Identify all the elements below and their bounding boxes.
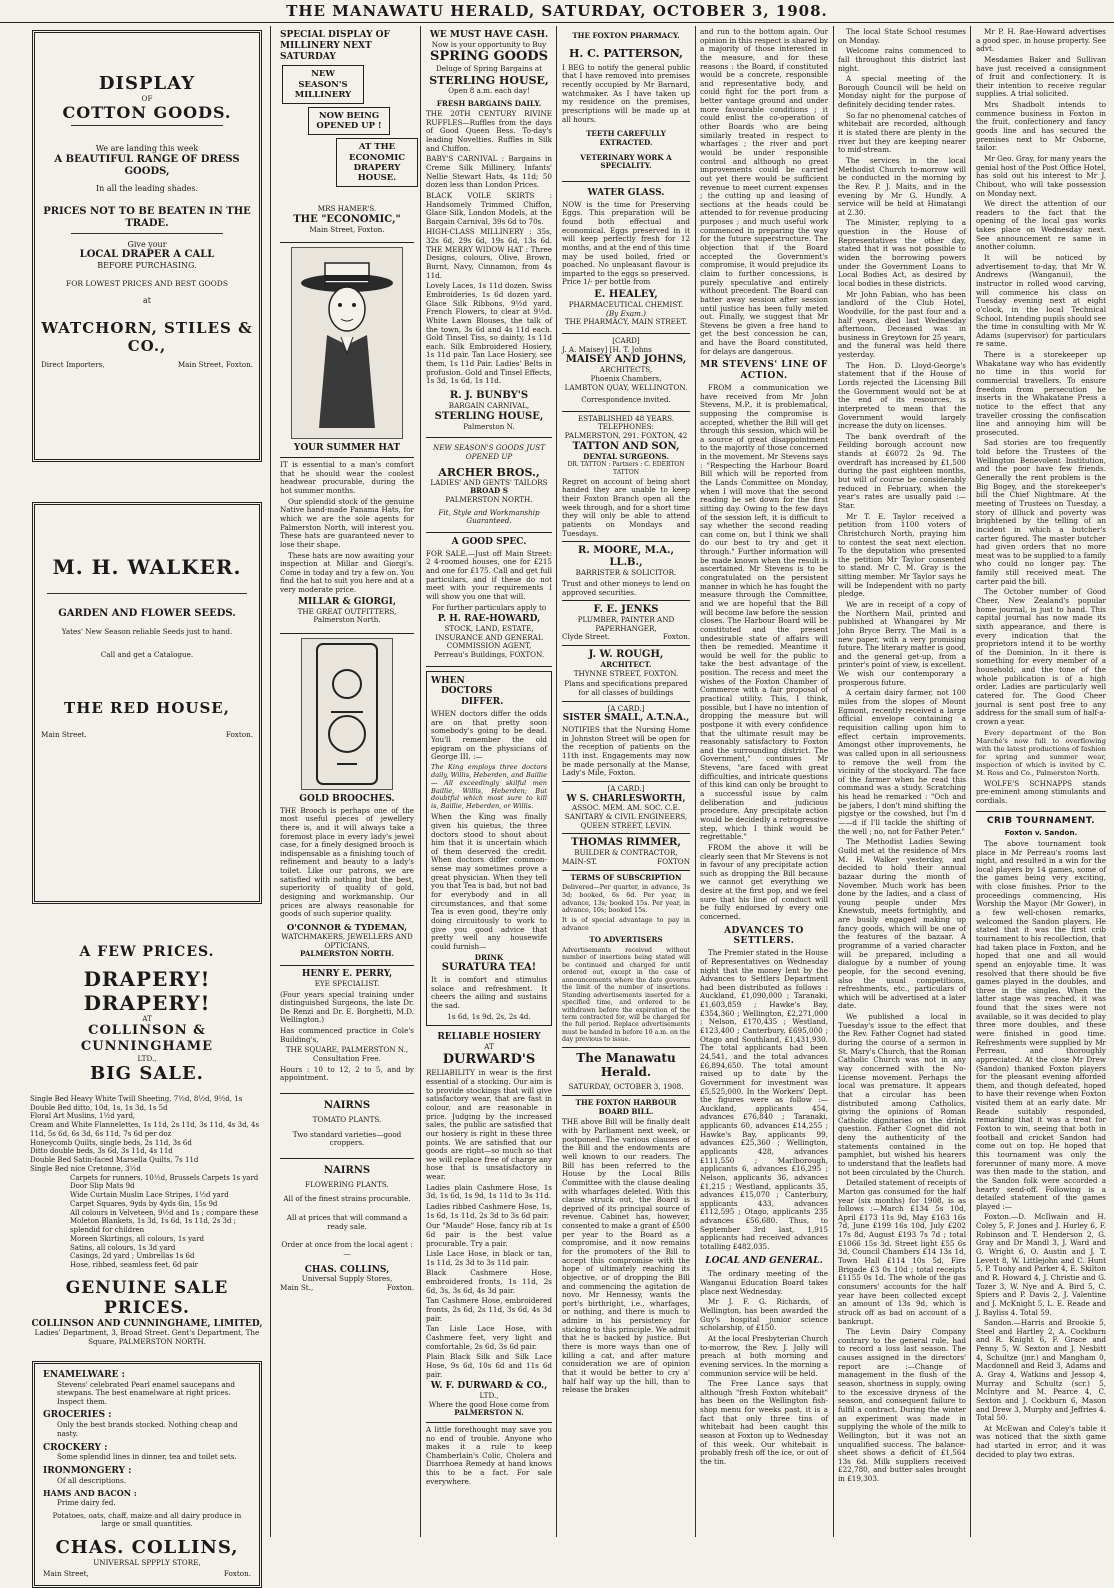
ad-text: NEW SEASON'S GOODS JUST OPENED UP: [432, 443, 545, 461]
article-text: It will be noticed by advertisement to-day, that Mr W. Andrews (Wanganui), the instructor in rolled wood carving, will commence his class on Tuesday evening next at eight o'clock, in the local Technical School. Intending pupils should see the time in consulting with Mr W. Adams (supervisor) for particulars re same.: [976, 253, 1106, 349]
ad-text: FOR LOWEST PRICES AND BEST GOODS: [66, 278, 228, 288]
article-heading: MR STEVENS' LINE OF ACTION.: [700, 360, 828, 382]
column-6: [838, 26, 966, 1531]
panama-hat-illustration: [291, 247, 403, 439]
price-list-item: Floral Art Muslins, 1½d yard,: [30, 1112, 136, 1121]
column-rule: [970, 26, 971, 1537]
ad-text: Foxton.: [662, 632, 690, 642]
ad-firm: NAIRNS: [323, 1099, 371, 1111]
ad-firm: HENRY E. PERRY,: [301, 969, 393, 980]
article-text: Mesdames Baker and Sullivan have just received a consignment of fruit and confectionery. It is their intention to receive regular supplies. A trial solicited.: [976, 54, 1106, 99]
ad-collinson: [30, 944, 264, 1347]
ad-text: BEFORE PURCHASING.: [97, 261, 197, 271]
ad-text: Deluge of Spring Bargains at: [435, 64, 543, 74]
ad-text: The King employs three doctors daily, Willis, Heberden, and Baillie— All exceedingly skilful men Baillie, Willis, Heberden; But doubtful which most sure to kill is, Baillie, Heberden, or Willis.: [431, 762, 547, 811]
ad-firm: MAISEY AND JOHNS,: [565, 354, 687, 366]
article-text: At the local Presbyterian Church to-morrow, the Rev. J. Jolly will preach at both morning and evening services. In the morning a communion service will be held.: [700, 1333, 828, 1378]
column-rule: [833, 26, 834, 1537]
ad-text: VETERINARY WORK A SPECIALITY.: [580, 152, 672, 171]
ad-text: [A CARD.]: [607, 703, 645, 713]
ad-heading: GROCERIES :: [43, 1410, 112, 1421]
ad-text: In all the leading shades.: [95, 184, 199, 194]
ad-text: Phoenix Chambers,: [590, 373, 662, 383]
ad-text: Trust and other moneys to lend on approved securities.: [562, 578, 690, 597]
ad-text: MAIN-ST.: [562, 856, 598, 866]
brooch-icon: [297, 624, 397, 804]
ad-text: Palmerston N.: [463, 421, 515, 431]
ad-text: It is of special advantage to pay in advance: [562, 915, 690, 932]
price-list-item: Door Slip Mats 9d: [70, 1182, 135, 1191]
ad-firm: STERLING HOUSE,: [434, 410, 544, 422]
price-list-item: Moleton Blankets, 1s 3d, 1s 6d, 1s 11d, 2s 3d ; splendid for children: [70, 1217, 237, 1235]
ad-text: Hours : 10 to 12, 2 to 5, and by appointment.: [280, 1064, 414, 1083]
article-subheading: Foxton v. Sandon.: [1004, 828, 1078, 838]
ad-text: LTD.,: [137, 1053, 157, 1063]
man-in-hat-icon: [297, 253, 397, 433]
ad-text: Potatoes, oats, chaff, maize and all dairy produce in large or small quantities.: [52, 1510, 242, 1529]
ad-heading: A GOOD SPEC.: [451, 536, 527, 547]
price-list-item: Double Bed ditto, 10d, 1s, 1s 3d, 1s 5d: [30, 1103, 168, 1112]
ad-heading: SURATURA TEA!: [441, 962, 537, 974]
price-list-item: All colours in Velveteen, 9½d and 1s ; compare these: [70, 1208, 259, 1217]
ad-text: Palmerston North.: [313, 615, 381, 625]
ad-text: PRICES NOT TO BE BEATEN IN THE TRADE.: [43, 205, 251, 229]
column-rule: [420, 26, 421, 1537]
ad-text: PLUMBER, PAINTER AND PAPERHANGER,: [577, 615, 675, 633]
article-text: Sad stories are too frequently told before the Trustees of the Wellington Benevolent Institution, and the poor have few friends. Generally the rent problem is the Big Bogey, and the storekeeper's bill the Chief Nightmare. At the meeting of Trustees on Tuesday, a story of illluck and poverty was brightened by the telling of an incident in which a butcher's carter figured. The master butcher had given orders that no more meat was to be supplied to a family who could no longer pay. The family still received meat. The carter paid the bill.: [976, 438, 1106, 586]
ad-heading: M. H. WALKER.: [52, 555, 242, 579]
ad-text: Black Cashmere Hose, embroidered fronts, 1s 11d, 2s 6d, 3s, 3s 6d, 4s 3d pair.: [426, 1268, 552, 1295]
article-text: Detailed statement of receipts of Marton gas consumed for the half year (six months) for 1908, is as follows :—March £134 5s 10d, April £173 11s 9d, May £163 16s 7d, June £199 16s 10d, July £202 17s 8d, August £193 7s 7d ; total £1066 15s 3d. Street light £55 6s 3d, Council Chambers £14 13s 1d, Town Hall £114 10s 5d, Fire Brigade £3 0s 10d ; total receipts £1155 0s 1d. The whole of the gas consumers' accounts for the half year have been collected except an amount of 13s 9d, which is struck off as bad on account of a bankrupt.: [838, 1178, 966, 1326]
ad-text: BUILDER & CONTRACTOR,: [574, 848, 678, 858]
article-text: At McEwan and Coley's table it was noticed that the sixth game had started in error, and it was decided to play two extras.: [976, 1423, 1106, 1459]
ad-text: Some splendid lines in dinner, tea and toilet sets.: [57, 1452, 237, 1462]
article-text: Mr T. E. Taylor received a petition from 1100 voters of Christchurch North, praying him to contest the seat next election. To the deputation who presented the petition Mr Taylor consented to stand. Mr C. M. Gray is the sitting member. Mr Taylor says he will be Independent with no party pledge.: [838, 511, 966, 599]
price-list-item: Carpet Squares, 9yds by 4yds 6in, 15s 9d: [70, 1199, 218, 1208]
ad-text: Stevens' celebrated Pearl enamel saucepans and stewpans. The best enamelware at right prices. Inspect them.: [57, 1379, 235, 1406]
ad-text: Lovely Laces, 1s 11d dozen. Swiss Embroideries, 1s 6d dozen yard. Glace Silk Ribbons, 9½d yard. French Flowers, to clear at 9½d. White Lawn Blouses, the talk of the town, 3s 6d and 4s 11d each. Gold Tinsel Tiss, so dainty, 1s 11d each. Silk Embroidered Hosiery, 1s 11d pair. Tan Lace Hosiery, see them, 1s 11d Pair. Ladies' Belts in profusion. Gold and Tinsel Effects, 1s 3d, 1s 6d, 1s 11d.: [426, 281, 552, 386]
ad-text: Now is your opportunity to Buy: [431, 39, 547, 49]
ad-text: Open 8 a.m. each day!: [448, 85, 530, 95]
ad-text: Our "Maude" Hose, fancy rib at 1s 6d pair is the best value procurable. Try a pair.: [426, 1221, 552, 1248]
ad-text: WHEN doctors differ the odds are on that pretty soon somebody's going to be dead. You'll remember the old epigram on the physicians of George III. :—: [431, 708, 547, 762]
ad-text: [A CARD.]: [607, 783, 645, 793]
ad-firm: R. MOORE, M.A., LL.B.,: [578, 545, 674, 569]
ad-text: LOCAL DRAPER A CALL: [79, 249, 215, 261]
ad-heading: DIFFER.: [461, 697, 504, 708]
ad-firm: THOMAS RIMMER,: [571, 837, 681, 849]
ad-text: 1s 6d, 1s 9d, 2s, 2s 4d.: [447, 1011, 531, 1021]
ad-heading: DOCTORS: [441, 686, 493, 697]
article-text: The Free Lance says that although "fresh Foxton whitebait" has been on the Wellington fish-shop menu for weeks past, it is a fact that only three tins of whitebait had been caught this season at Foxton up to Wednesday of this week. Our whitebait is probably fresh off the ice, or out of the tin.: [700, 1379, 828, 1466]
article-heading: THE FOXTON HARBOUR BOARD BILL.: [575, 1098, 677, 1116]
ad-text: Only the best brands stocked. Nothing cheap and nasty.: [57, 1420, 238, 1438]
ad-text: Call and get a Catalogue.: [100, 649, 194, 659]
ad-text: Plain Black Silk and Silk Lace Hose, 9s 6d, 10s 6d and 11s 6d pair.: [426, 1352, 552, 1379]
ad-text: SANITARY & CIVIL ENGINEERS,: [564, 812, 688, 822]
ad-text: Fit, Style and Workmanship Guaranteed.: [438, 507, 540, 526]
ad-text: Prime dairy fed.: [57, 1497, 116, 1507]
ad-text: (By Exam.): [606, 308, 646, 318]
ad-heading: RELIABLE HOSIERY: [437, 1032, 541, 1043]
ad-text: Delivered—Per quarter, in advance, 3s 3d; booked, 6s 6d. Per year, in advance, 13s; booked 15s. Per year, in advance, 10s; booked 15s.: [562, 883, 690, 915]
ad-text: Ladies plain Cashmere Hose, 1s 3d, 1s 6d, 1s 9d, 1s 11d to 3s 11d.: [426, 1182, 552, 1201]
ad-heading: HAMS AND BACON :: [43, 1488, 137, 1499]
ad-text: A little forethought may save you no end of trouble. Anyone who makes it a rule to keep Chamberlain's Colic, Cholera and Diarrhoea Remedy at hand knows this to be a fact. For sale everywhere.: [426, 1424, 552, 1486]
ad-firm: H. C. PATTERSON,: [569, 46, 683, 60]
paper-date: SATURDAY, OCTOBER 3, 1908.: [568, 1082, 684, 1092]
ad-doctors: [426, 671, 552, 1027]
ad-text: Main Street,: [43, 1569, 89, 1579]
ad-text: Our splendid stock of the genuine Native hand-made Panama Hats, for which we are the sole agents for Palmerston North, will interest you. These hats are guaranteed never to lose their shape.: [280, 496, 414, 549]
ad-heading: TO ADVERTISERS: [589, 935, 663, 945]
ad-collins: [32, 1361, 262, 1588]
ad-heading: CROCKERY :: [43, 1442, 108, 1453]
ad-text: FRESH BARGAINS DAILY.: [436, 98, 542, 108]
ad-text: (Four years special training under distinguished Surgeons, the late Dr. De Renzi and Dr. E. Borghetti, M.D. Wellington.): [280, 989, 414, 1025]
article-text: The above tournament took place in Mr Perreau's rooms last night, and resulted in a win for the local players by 14 games, some of the games being very exciting, with close finishes. Prior to the proceedings commencing, His Worship the Mayor (Mr Gower), in a few well-chosen remarks, welcomed the Sandon players. He stated that it was the first crib tournament to his recollection, that had taken place in Foxton, and he hoped that one and all would spend an enjoyable time. It was resolved that there should be five games played in the doubles, and three in the singles. When the latter stage was reached, it was found that the sixes were not available, so it was decided to play three more doubles, and these were finished in good time. Refreshments were supplied by Mr Perreau, and thoroughly appreciated. At the close Mr Drew (Sandon) thanked Foxton players for the pleasant evening afforded them, and though defeated, hoped to have their revenge when Foxton visited them at an early date. Mr Reade suitably responded, remarking that it was a treat for Foxton to win, seeing that both in football and cricket Sandon had come out on top. He hoped that this tournament was only the forerunner of many more. A move was then made to the station, and the Sandon folk were accorded a hearty send-off. Following is a detailed statement of the games played :—: [976, 838, 1106, 1211]
ad-text: PALMERSTON NORTH.: [299, 949, 395, 959]
ad-text: DRINK: [474, 952, 504, 962]
ad-heading: DRAPERY! DRAPERY!: [83, 966, 211, 1015]
article-text: The October number of Good Cheer, New Zealand's popular home journal, is just to hand. This capital journal has now made its sixth appearance, and there is every indication that the proprietors intend it to be worthy of the Dominion. In it there is something for every member of a household, and the tone of the whole publication is of a high order. Ladies are particularly well catered for. The Good Cheer journal is sent post free to any address for the small sum of half-a-crown a year.: [976, 587, 1106, 726]
ad-text: WATCHMAKERS, JEWELLERS AND OPTICIANS,: [281, 932, 413, 950]
ad-text: AT: [484, 1042, 494, 1052]
ad-heading: GENUINE SALE PRICES.: [65, 1277, 229, 1319]
ad-firm: ARCHER BROS.,: [438, 465, 540, 479]
article-text: The Levin Dairy Company contrary to the general rule, had to record a loss last season. The causes assigned in the directors' report are :—Change of management in the flush of the season, shortness in supply, owing to the excessive dryness of the season, and consequent failure to fulfil a contract. During the winter an experiment was made in supplying the whole of the milk to Wellington, but it was not an unqualified success. The balance-sheet shows a deficit of £1,564 13s 6d. Milk suppliers received £22,780, and butter sales brought in £19,303.: [838, 1327, 966, 1484]
ad-text: THE Brooch is perhaps one of the most useful pieces of jewellery there is, and it will always take a foremost place in every lady's jewel case, for a finely designed brooch is indispensable as a finishing touch of refinement and beauty to a lady's toilet. Like our patrons, we are satisfied with nothing but the best, superiority of quality of gold, designing and workmanship. Our prices are always reasonable for goods of such superior quality.: [280, 805, 414, 919]
ad-text: Plans and specifications prepared for all classes of buildings: [564, 679, 688, 698]
article-text: We direct the attention of our readers to the fact that the opening of the local gas works takes place on Wednesday next. See announcement re same in another column.: [976, 199, 1106, 252]
price-list-item: Wide Curtain Muslin Lace Stripes, 1½d yard: [70, 1191, 229, 1200]
ad-firm: W S. CHARLESWORTH,: [566, 793, 686, 804]
ad-text: IT is essential to a man's comfort that he should wear the coolest headwear procurable, during the hot summer months.: [280, 460, 414, 496]
masthead: THE MANAWATU HERALD, SATURDAY, OCTOBER 3, 1908.: [0, 0, 1114, 23]
ad-text: ESTABLISHED 48 YEARS.: [577, 413, 675, 423]
ad-text: THE PHARMACY, MAIN STREET.: [564, 317, 688, 327]
price-list-item: Ditto double beds, 3s 6d, 3s 11d, 4s 11d: [30, 1147, 173, 1156]
price-list-item: Casings, 2d yard ; Umbrellas 1s 6d: [70, 1252, 195, 1261]
article-text: There is a storekeeper up Whakatane way who has evidently no time in this world for commercial travellers. To ensure freedom from persecution he inserts in the Whakatane Press a notice to the effect that any traveller crossing the confiscation line and annoying him will be prosecuted.: [976, 350, 1106, 437]
ad-firm: O'CONNOR & TYDEMAN,: [286, 922, 408, 933]
ad-firm: W. F. DURWARD & CO.,: [430, 1381, 548, 1392]
article-text: Mr Geo. Gray, for many years the genial host of the Post Office Hotel, has sold out his interest to Mr J. Chibout, who will take possession on Monday next.: [976, 153, 1106, 198]
article-text: Mr J. F. G. Richards, of Wellington, has been awarded the Guy's hospital junior science scholarship, of £150.: [700, 1297, 828, 1333]
price-list-item: Satins, all colours, 1s 3d yard: [70, 1243, 176, 1252]
ad-text: ARCHITECTS,: [599, 365, 653, 375]
ad-text: Foxton.: [223, 1569, 251, 1579]
price-list-item: Hose, ribbed, seamless feet, 6d pair: [70, 1261, 198, 1270]
ad-text: TELEPHONES:: [598, 422, 654, 432]
ad-text: Foxton.: [225, 730, 253, 740]
article-text: Every department of the Bon Marché's now full to overflowing with the latest productions of fashion for spring and summer wear, inspection of which is invited by C. M. Ross and Co., Palmerston North.: [976, 728, 1106, 778]
ad-text: QUEEN STREET, LEVIN.: [580, 820, 672, 830]
ad-heading: IRONMONGERY :: [43, 1465, 132, 1476]
ad-heading: A FEW PRICES.: [79, 944, 215, 960]
ad-walker: [32, 502, 262, 904]
column-rule: [695, 26, 696, 1537]
article-text: FROM a communication we have received from Mr John Stevens, M.P., it is problematical, supposing the compromise is accepted, whether the Bill will get through this session, which will be a source of great disappointment to the majority of those concerned in the movement. Mr Stevens says : "Respecting the Harbour Board Bill which will be reported from the Lands Committee on Monday, when I will move that the second reading be set down for the first sitting day. Owing to the few days of the session left, it is difficult to say whether the second reading can come on, but I think we shall do our best to try and get it through." Further information will be made known when the result is ascertained. Mr Stevens is to be congratulated on the persistent manner in which he has fought the measure through the Committee, and we are hopeful that the Bill will become law before the session closes. The Harbour Board will be constituted and the present undesirable state of affairs will then be remedied. Meantime it would be well for the public to take the best advantage of the position. The recess and meet the wishes of the Foxton Chamber of Commerce with a fair proposal of practical utility. This, I think, possible, but I have no intention of dropping the measure but will postpone it with every confidence that the ultimate result may be reasonably satisfactory to Foxton and the surrounding district. The Government," continues Mr Stevens, "are faced with great difficulties, and intricate questions of this kind can only be brought to a successful issue by calm deliberation and judicious procedure. Any precipitate action would be decidedly a retrogressive step, which I think would be regrettable.": [700, 382, 828, 842]
ad-text: OF: [141, 93, 153, 103]
ad-text: When the King was finally given his quietus, the three doctors stood to shout about him that it is uncertain which of them deserved the credit. When doctors differ common-sense may sometimes prove a great physician. When they tell you that Tea is bad, but not bad for everybody and in all circumstances, and that some Tea is even good, they're only doing circuitously to work to give you good advice that pretty well any housewife could furnish—: [431, 812, 547, 951]
ad-text: ARCHITECT.: [600, 660, 652, 670]
ad-heading: STERLING HOUSE,: [429, 73, 549, 87]
ad-text: HIGH-CLASS MILLINERY : 35s, 32s 6d, 29s 6d, 19s 6d, 13s 6d. THE MERRY WIDOW HAT : Three Designs, colours, Olive, Brown, Burnt, Navy, Cinnamon, from 4s 11d.: [426, 227, 552, 280]
ad-text: Main St.,: [280, 1283, 314, 1293]
ad-text: We are landing this week: [95, 144, 199, 154]
ad-heading: COLLINSON & CUNNINGHAME: [80, 1023, 214, 1055]
article-heading: LOCAL AND GENERAL.: [705, 1255, 823, 1266]
ad-text: All of the finest strains procurable.: [283, 1194, 411, 1204]
price-list-item: Double Bed Satin-faced Marsella Quilts, 7s 11d: [30, 1156, 199, 1165]
ad-text: Lisle Lace Hose, in black or tan, 1s 11d, 2s 3d to 3s 11d pair.: [426, 1249, 552, 1267]
article-text: Mr John Fabian, who has been landlord of the Club Hotel, Woodville, for the past four and a half years, died last Wednesday afternoon. Deceased was in business in Greytown for 25 years, and the funeral was held there yesterday.: [838, 289, 966, 360]
ad-text: Main Street, Foxton.: [309, 224, 385, 234]
ad-text: J. A. Maisey] [H. T. Johns: [562, 344, 652, 354]
ad-text: Main Street.: [41, 730, 87, 740]
ad-firm: THE "ECONOMIC,": [293, 213, 401, 225]
article-text: So far no phenomenal catches of whitebait are recorded, although it is stated there are plenty in the river but they are keeping nearer to mid-stream.: [838, 110, 966, 155]
ad-box: AT THE ECONOMIC DRAPERY HOUSE.: [336, 138, 418, 187]
ad-text: Perreau's Buildings, FOXTON.: [433, 649, 545, 659]
ad-firm: COLLINSON AND CUNNINGHAME, LIMITED,: [31, 1318, 263, 1329]
ad-firm: CHAS. COLLINS,: [55, 1536, 239, 1558]
ad-text: PALMERSTON NORTH.: [445, 495, 533, 505]
ad-firm: NAIRNS: [323, 1164, 371, 1176]
ad-text: MRS HAMER'S.: [317, 204, 377, 214]
ad-text: Correspondence invited.: [581, 395, 671, 405]
ad-heading: SPECIAL DISPLAY OF MILLINERY NEXT SATURDAY: [280, 30, 390, 62]
ad-text: THE GREAT OUTFITTERS,: [297, 606, 397, 616]
article-text: Mrs Shadbolt intends to commence business in Foxton in the fruit, confectionery and fancy goods line and has secured the premises next to Mr Osborne, tailor.: [976, 100, 1106, 153]
column-4: [562, 26, 690, 1531]
article-text: The bank overdraft of the Feilding borough account now stands at £6072 2s 9d. The overdraft has increased by £1,500 during the past eighteen months, but will of course be considerably reduced in February, when the year's rates are usually paid :—Star.: [838, 431, 966, 510]
ad-firm: SISTER SMALL, A.T.N.A.,: [562, 713, 690, 724]
ad-box: NEW SEASON'S MILLINERY: [282, 65, 364, 104]
ad-text: Where the good Hose come from: [428, 1399, 550, 1409]
price-list-item: Single Bed nice Cretonne, 3½d: [30, 1164, 141, 1173]
ad-heading: TERMS OF SUBSCRIPTION: [570, 872, 682, 882]
article-text: A certain dairy farmer, not 100 miles from the slopes of Mount Egmont, recently received a large official envelope containing a requisition calling upon him to effect certain improvements. Amongst other improvements, he was called upon in all seriousness to remove the well from the vicinity of the stockyard. The face of the farmer when he read this command was a study. Scratching his head he remarked : "Och and be jabers, I don't mind shifting the pigstye or the cowshed, but I'm d——d if I'll tackle the shifting of the well ; no, not for Father Peter.": [838, 688, 966, 836]
article-heading: CRIB TOURNAMENT.: [986, 816, 1096, 827]
ad-text: PALMERSTON N.: [454, 1408, 524, 1418]
ad-text: THE SQUARE, PALMERSTON N., Consultation Free.: [285, 1045, 409, 1063]
ad-text: Advertisements received without number of insertions being stated will be continued and charged for until ordered out, except in the case of announcements where the date governs the limit of the number of insertions. Standing advertisements inserted for a specified time, and ordered to be withdrawn before the expiration of the term contracted for, will be charged for the full period. Replace advertisements must be handed in before 10 a.m. on the day previous to issue.: [562, 947, 690, 1044]
ad-text: Yates' New Season reliable Seeds just to hand.: [61, 627, 233, 636]
ad-text: BLACK VOILE SKIRTS : Handsomely Trimmed Chiffon, Glace Silk, London Models, at the Bargain Carnival, 39s 6d to 70s.: [426, 190, 552, 226]
ad-text: ASSOC. MEM. AM. SOC. C.E.: [572, 803, 680, 813]
ad-heading: DURWARD'S: [442, 1051, 536, 1067]
ad-text: For further particulars apply to: [431, 602, 547, 612]
ad-text: FOXTON: [657, 856, 690, 866]
price-list-item: Cream and White Flannelettes, 1s 11d, 2s 11d, 3s 11d, 4s 3d, 4s 11d, 5s 6d, 6s 3d, 6s 11d, 7s 6d per doz: [30, 1121, 260, 1138]
ad-heading: YOUR SUMMER HAT: [293, 443, 401, 454]
article-text: WOLFE'S SCHNAPPS stands pre-eminent among stimulants and cordials.: [976, 778, 1106, 805]
ad-firm: P. H. RAE-HOWARD,: [437, 614, 541, 625]
ad-text: Regret on account of being short handed they are unable to keep their Foxton Branch open all the week through, and for a short time they will only be able to attend patients on Mondays and Tuesdays.: [562, 476, 690, 538]
ad-text: FLOWERING PLANTS.: [305, 1179, 389, 1189]
ad-text: These hats are now awaiting your inspection at Millar and Giorgi's. Come in today and try a few on. You find the hat to suit you here and at a very moderate price.: [280, 550, 414, 595]
ad-text: Direct Importers,: [41, 360, 105, 370]
article-text: We are in receipt of a copy of the Northern Mail, printed and published at Whangarei by Mr John Bryce Berry. The Mail is a new paper, with a very promising future. The literary matter is good, and the general get-up, from a printer's point of view, is excellent. We wish our contemporary a prosperous future.: [838, 600, 966, 687]
article-heading: ADVANCES TO SETTLERS.: [724, 925, 804, 947]
ad-text: PALMERSTON, 291. FOXTON, 42: [564, 431, 688, 441]
ad-text: Universal Supply Stores,: [301, 1274, 393, 1284]
article-text: Mr P. H. Rae-Howard advertises a good spec. in house property. See advt.: [976, 27, 1106, 54]
ad-text: TOMATO PLANTS.: [312, 1114, 382, 1124]
article-text: The Premier stated in the House of Representatives on Wednesday night that the money lent by the Advances to Settlers Department had been distributed as follows : Auckland, £1,090,000 ; Taranaki, £1,603,859 ; Hawke's Bay, £354,360 ; Wellington, £2,271,000 ; Nelson, £170,435 ; Westland, £123,400 ; Canterbury, £695,000 ; Otago and Southland, £1,431,930. The total applicants had been 24,541, and the total advances £6,894,650. The total amount raised up to date by the Government for investment was £5,525,000. In the Workers' Dept. the figures were as follow :—Auckland, applicants 454, advances £76,840 ; Taranaki, applicants 60, advances £14,255 ; Hawke's Bay, applicants 99, advances £25,360 ; Wellington, applicants 428, advances £111,550 ; Marlborough, applicants 6, advances £16,295 ; Nelson, applicants 36, advances £1,215 ; Westland, applicants 35, advances £15,070 ; Canterbury, applicants 433, advances £112,595 ; Otago, applicants 235 advances £56,680. Thus, to September 3rd last, 1,915 applicants had received advances totalling £482,035.: [700, 948, 828, 1252]
ad-heading: WE MUST HAVE CASH.: [429, 30, 549, 40]
article-text: The Methodist Ladies Sewing Guild met at the residence of Mrs M. H. Walker yesterday, and decided to hold their annual bazaar during the month of November. Much work has been done by the ladies, and a class of young people under Mrs Knewstub, meets fortnightly, and are busily engaged making up fancy goods, which will be one of the features of the bazaar. A programme of a varied character will be prepared, including a dialogue by a number of young people, for the second evening, also the usual competitions, refreshments, etc., particulars of which will be advertised at a later date.: [838, 837, 966, 1011]
ad-text: at: [143, 295, 151, 305]
paper-title: The Manawatu Herald.: [576, 1050, 676, 1080]
column-rule: [556, 26, 557, 1537]
ad-firm: R. J. BUNBY'S: [449, 390, 529, 401]
article-text: Welcome rains commenced to fall throughout this district last night.: [838, 46, 966, 73]
ad-text: Give your: [127, 239, 167, 249]
ad-text: Of all descriptions.: [57, 1475, 127, 1485]
ad-archer: [426, 444, 552, 526]
article-text: THE above Bill will be finally dealt with by Parliament next week, or postponed. The various clauses of the Bill and the endowments are well known to our readers. The Bill has been referred to the House by the Local Bills Committee with the clause dealing with wharfages deleted. With this clause struck out, the Board is deprived of its principal source of revenue. Cabinet has, however, consented to make a grant of £500 per year to the Board as a compromise, and it now remains for the promoters of the Bill to accept this compromise with the hope of ultimately reaching its objective, or of dropping the Bill and commencing the agitation de novo. Mr Hennessy, wants the port's birthright, i.e., wharfages, or nothing, and there is much to admire in his persistency for sticking to this principle. We admit that he is backed by justice. But there is more ways than one of killing a cat, and after mature consideration we are of opinion that it would be better to cry a' half half way up the hill, than to release the brakes: [562, 1117, 690, 1395]
ad-firm: J. W. ROUGH,: [588, 649, 664, 661]
ad-firm: CHAS. COLLINS,: [304, 1264, 390, 1275]
article-text: The ordinary meeting of the Wanganui Education Board takes place next Wednesday.: [700, 1269, 828, 1296]
ad-heading: THE RED HOUSE,: [64, 699, 230, 718]
ad-text: NOTIFIES that the Nursing Home in Johnston Street will be open for the reception of patients on the 11th inst. Engagements may now be made personally at the Manse, Lady's Mile, Foxton.: [562, 725, 690, 778]
column-7: [976, 26, 1106, 1531]
ad-text: All at prices that will command a ready sale.: [286, 1213, 408, 1231]
ad-firm: MILLAR & GIORGI,: [298, 596, 396, 607]
price-list-item: Honeycomb Quilts, single beds, 2s 11d, 3s 6d: [30, 1138, 192, 1147]
column-rule: [270, 26, 271, 1537]
ad-heading: GOLD BROOCHES.: [299, 793, 395, 804]
ad-text: FOR SALE.—Just off Main Street: 2 4-roomed houses, one for £215 and one for £175. Call and get full particulars, and if these do not meet with your requirements I will show you one that will.: [426, 548, 552, 601]
ad-text: I BEG to notify the general public that I have removed into premises recently occupied by Mr Barnard, watchmaker. As I have taken up my residence on the premises, prescriptions will be made up at all hours.: [562, 62, 690, 124]
ad-firm: WATCHORN, STILES & CO.,: [41, 319, 253, 356]
article-text: FROM the above it will be clearly seen that Mr Stevens is not in favour of any precipitate action such as dropping the Bill because we cannot get everything we desire at the first pop, and we feel sure that his line of conduct will be fully endorsed by every one concerned.: [700, 842, 828, 922]
ad-text: DR. TATTON : Partners : C. EDERTON TATTON: [567, 461, 685, 476]
ad-box: NOW BEING OPENED UP !: [308, 107, 390, 135]
article-text: A special meeting of the Borough Council will be held on Monday night for the purpose of definitely deciding tender rates.: [838, 74, 966, 110]
article-text: The local State School resumes on Monday.: [838, 27, 966, 45]
ad-text: DENTAL SURGEONS.: [583, 451, 669, 461]
ad-text: BARRISTER & SOLICITOR.: [575, 568, 677, 578]
ad-text: Main Street, Foxton.: [177, 360, 253, 370]
ad-heading: ENAMELWARE :: [43, 1369, 125, 1380]
ad-text: BABY'S CARNIVAL : Bargains in Creme Silk Millinery. Infants' Nellie Stewart Hats, 4s 11d; 50 dozen less than London Prices.: [426, 154, 552, 190]
ad-text: STOCK, LAND, ESTATE, INSURANCE AND GENERAL COMMISSION AGENT,: [435, 624, 543, 651]
ad-cotton-goods: [32, 30, 262, 462]
ad-text: AT: [142, 1013, 152, 1023]
ad-text: Has commenced practice in Cole's Building's,: [280, 1026, 414, 1044]
ad-firm: E. HEALEY,: [594, 289, 658, 301]
ad-text: Foxton.: [386, 1283, 414, 1293]
ad-text: LADIES' AND GENTS' TAILORS: [430, 477, 548, 487]
ad-text: PHARMACEUTICAL CHEMIST.: [568, 300, 684, 310]
column-2: [280, 26, 414, 1531]
column-5: [700, 26, 828, 1531]
article-text: and run to the bottom again. Our opinion in this respect is shared by a majority of those interested in the measure, and for these reasons : the Board, if constituted would be a concrete, responsible and representative body, and could fight for the port from a better vantage ground and under more favourable conditions ; it could enlist the co-operation of other Boards who are being similarly treated in respect to wharfages ; the river and port would be under responsible control and although no great improvements could be carried out yet there would be sufficient revenue to meet current expenses ; the cutting up and leasing of sections at the heads could be attended to for revenue producing purposes ; and much useful work commenced in preparing the way for the future superstructure. The objection that if the Board accepted the Government's compromise, it would prejudice its claim to further concessions, is purely speculative and entirely without precedent. The Board can batter away session after session until justice has been fully meted out. Finally, we suggest that Mr Stevens be given a free hand to get the best concession he can, and have the Board constituted, for delays are dangerous.: [700, 27, 828, 356]
ad-text: NOW is the time for Preserving Eggs. This preparation will be found both effectual and economical. Eggs preserved in it will keep perfectly fresh for 12 months, and at the end of this time may be used boiled, fried or poached. No unpleasant flavour is imparted to the eggs so preserved. Price 1/- per bottle from: [562, 199, 690, 287]
ad-text: A BEAUTIFUL RANGE OF DRESS GOODS,: [54, 154, 240, 178]
ad-text: Two standard varieties—good croppers.: [292, 1129, 402, 1148]
ad-text: LTD.,: [479, 1390, 499, 1400]
article-text: Foxton.—D. McIlwain and H. Coley 5, F. Jones and J. Hurley 6, F. Robinson and T. Henderson 2, G. Gray and Dr Mandl 3, J. Ward and G. Wright 6, O. Austin and J. T. Levett 8, W. Littlejohn and C. Hunt 5, P. Tuohy and Parker 4, E. Skilton and R. Howard 4, J. Christie and G. Tozer 3, W. Nye and A. Bird 5, C. Spiers and P. Davis 2, J. Valentine and J. McKnight 5, L. E. Reade and J. Bayliss 4. Total 59.: [976, 1212, 1106, 1317]
ad-text: GARDEN AND FLOWER SEEDS.: [58, 608, 236, 619]
ad-text: THE 20TH CENTURY RIVINE RUFFLES—Ruffles from the days of Good Queen Bess. To-day's leading Novelties. Ruffles in Silk and Chiffon.: [426, 109, 552, 153]
ad-text: BROAD S: [470, 486, 508, 496]
ad-text: THYNNE STREET, FOXTON.: [573, 668, 679, 678]
ad-heading: COTTON GOODS.: [62, 103, 232, 123]
article-text: Sandon.—Harris and Brookie 5, Steel and Hartley 2, A. Cockburn and R. Knight 6, F. Grace and Penny 5, W. Sexton and J. Nesbitt 4, Schultze (jnr.) and Mangham 0, Macdonnell and Reid 3, Adams and A. Gray 4, Watkins and Jessop 4, Murray and Schultz (scr.) 5, McIntyre and M. Pearce 4, C. Sexton and J. Cockburn 6, Mason and Drew 3, Murphy and Jeffries 4. Total 50.: [976, 1318, 1106, 1423]
brooch-illustration: [301, 638, 393, 790]
price-list-item: Carpets for runners, 10½d, Brussels Carpets 1s yard: [70, 1173, 259, 1182]
ad-text: Ladies ribbed Cashmere Hose, 1s, 1s 6d, 1s 11d, 2s 3d to 3s 6d pair.: [426, 1202, 552, 1220]
ad-text: UNIVERSAL SPPPLY STORE,: [93, 1557, 201, 1567]
ad-text: Ladies' Department, 3, Broad Street. Gent's Department, The Square, PALMERSTON NORTH.: [34, 1328, 260, 1347]
price-list-item: Single Bed Heavy White Twill Sheeting, 7½d, 8½d, 9½d, 1s: [30, 1094, 243, 1103]
article-text: The services in the local Methodist Church to-morrow will be conducted in the morning by the Rev. P. J. Maits, and in the evening by Mr G. Hundly. A service will be held at Himatangi at 2.30.: [838, 155, 966, 217]
ad-text: Tan Lisle Lace Hose, with Cashmere feet, very light and comfortable, 2s 6d, 3s 6d pair.: [426, 1324, 552, 1351]
article-text: We published a local in Tuesday's issue to the effect that the Rev. Father Cognet had stated during the course of a sermon in St. Mary's Church, that the Roman Catholic Church was not in any way concerned with the No-License movement. Perhaps the local was premature. It appears that a circular has been distributed among Catholics, giving the opinions of Roman Catholic dignitaries on the drink question. Father Cognet did not deny the authenticity of the statements contained in the pamphlet, but wished his hearers to understand that the leaflets had not been circulated by the Church.: [838, 1012, 966, 1177]
ad-text: RELIABILITY in wear is the first essential of a stocking. Our aim is to provide stockings that will give satisfactory wear, that are fast in colour, and are reasonable in price. Judging by the increased sales, the public are satisfied that our hosiery is right in these three points. We are satisfied that our goods are right—so much so that we will replace free of charge any hose that is unsatisfactory in wear.: [426, 1068, 552, 1182]
ad-text: Clyde Street.: [562, 632, 610, 642]
ad-firm: F. E. JENKS: [593, 604, 659, 616]
price-list: [30, 1095, 264, 1270]
ad-text: Tan Cashmere Hose, embroidered fronts, 2s 6d, 2s 11d, 3s 6d, 4s 3d pair.: [426, 1296, 552, 1323]
ad-text: LAMBTON QUAY, WELLINGTON.: [564, 382, 688, 392]
ad-heading: THE FOXTON PHARMACY.: [572, 31, 680, 40]
ad-heading: BIG SALE.: [90, 1063, 204, 1085]
ad-firm: TATTON AND SON,: [572, 440, 680, 452]
ad-text: BARGAIN CARNIVAL,: [448, 401, 530, 410]
ad-text: TEETH CAREFULLY EXTRACTED.: [586, 129, 666, 147]
price-list-item: Moreen Skirtings, all colours, 1s yard: [70, 1234, 205, 1243]
ad-text: Order at once from the local agent :—: [281, 1240, 413, 1259]
article-text: The Hon. D. Lloyd-George's statement that if the House of Lords rejected the Licensing Bill the Government would not be at the end of its resources, is interpreted to mean that the Government would largely increase the duty on licenses.: [838, 360, 966, 431]
ad-text: EYE SPECIALIST.: [314, 978, 380, 988]
ad-text: [CARD]: [612, 336, 640, 345]
article-text: The Minister, replying to a question in the House of Representatives the other day, stated that it was not possible to widen the borrowing powers under the Government Loans to Local Bodies Act, as desired by local bodies in these districts.: [838, 218, 966, 288]
ad-text: It is comfort and stimulus solace and refreshment. It cheers the ailing and sustains the sad.: [431, 975, 547, 1011]
ad-heading: SPRING GOODS: [430, 49, 548, 65]
ad-heading: WHEN: [431, 675, 465, 686]
ad-heading: WATER GLASS.: [587, 187, 665, 198]
column-3: [426, 26, 552, 1531]
ad-heading: DISPLAY: [98, 73, 196, 94]
column-1: [30, 26, 264, 1579]
